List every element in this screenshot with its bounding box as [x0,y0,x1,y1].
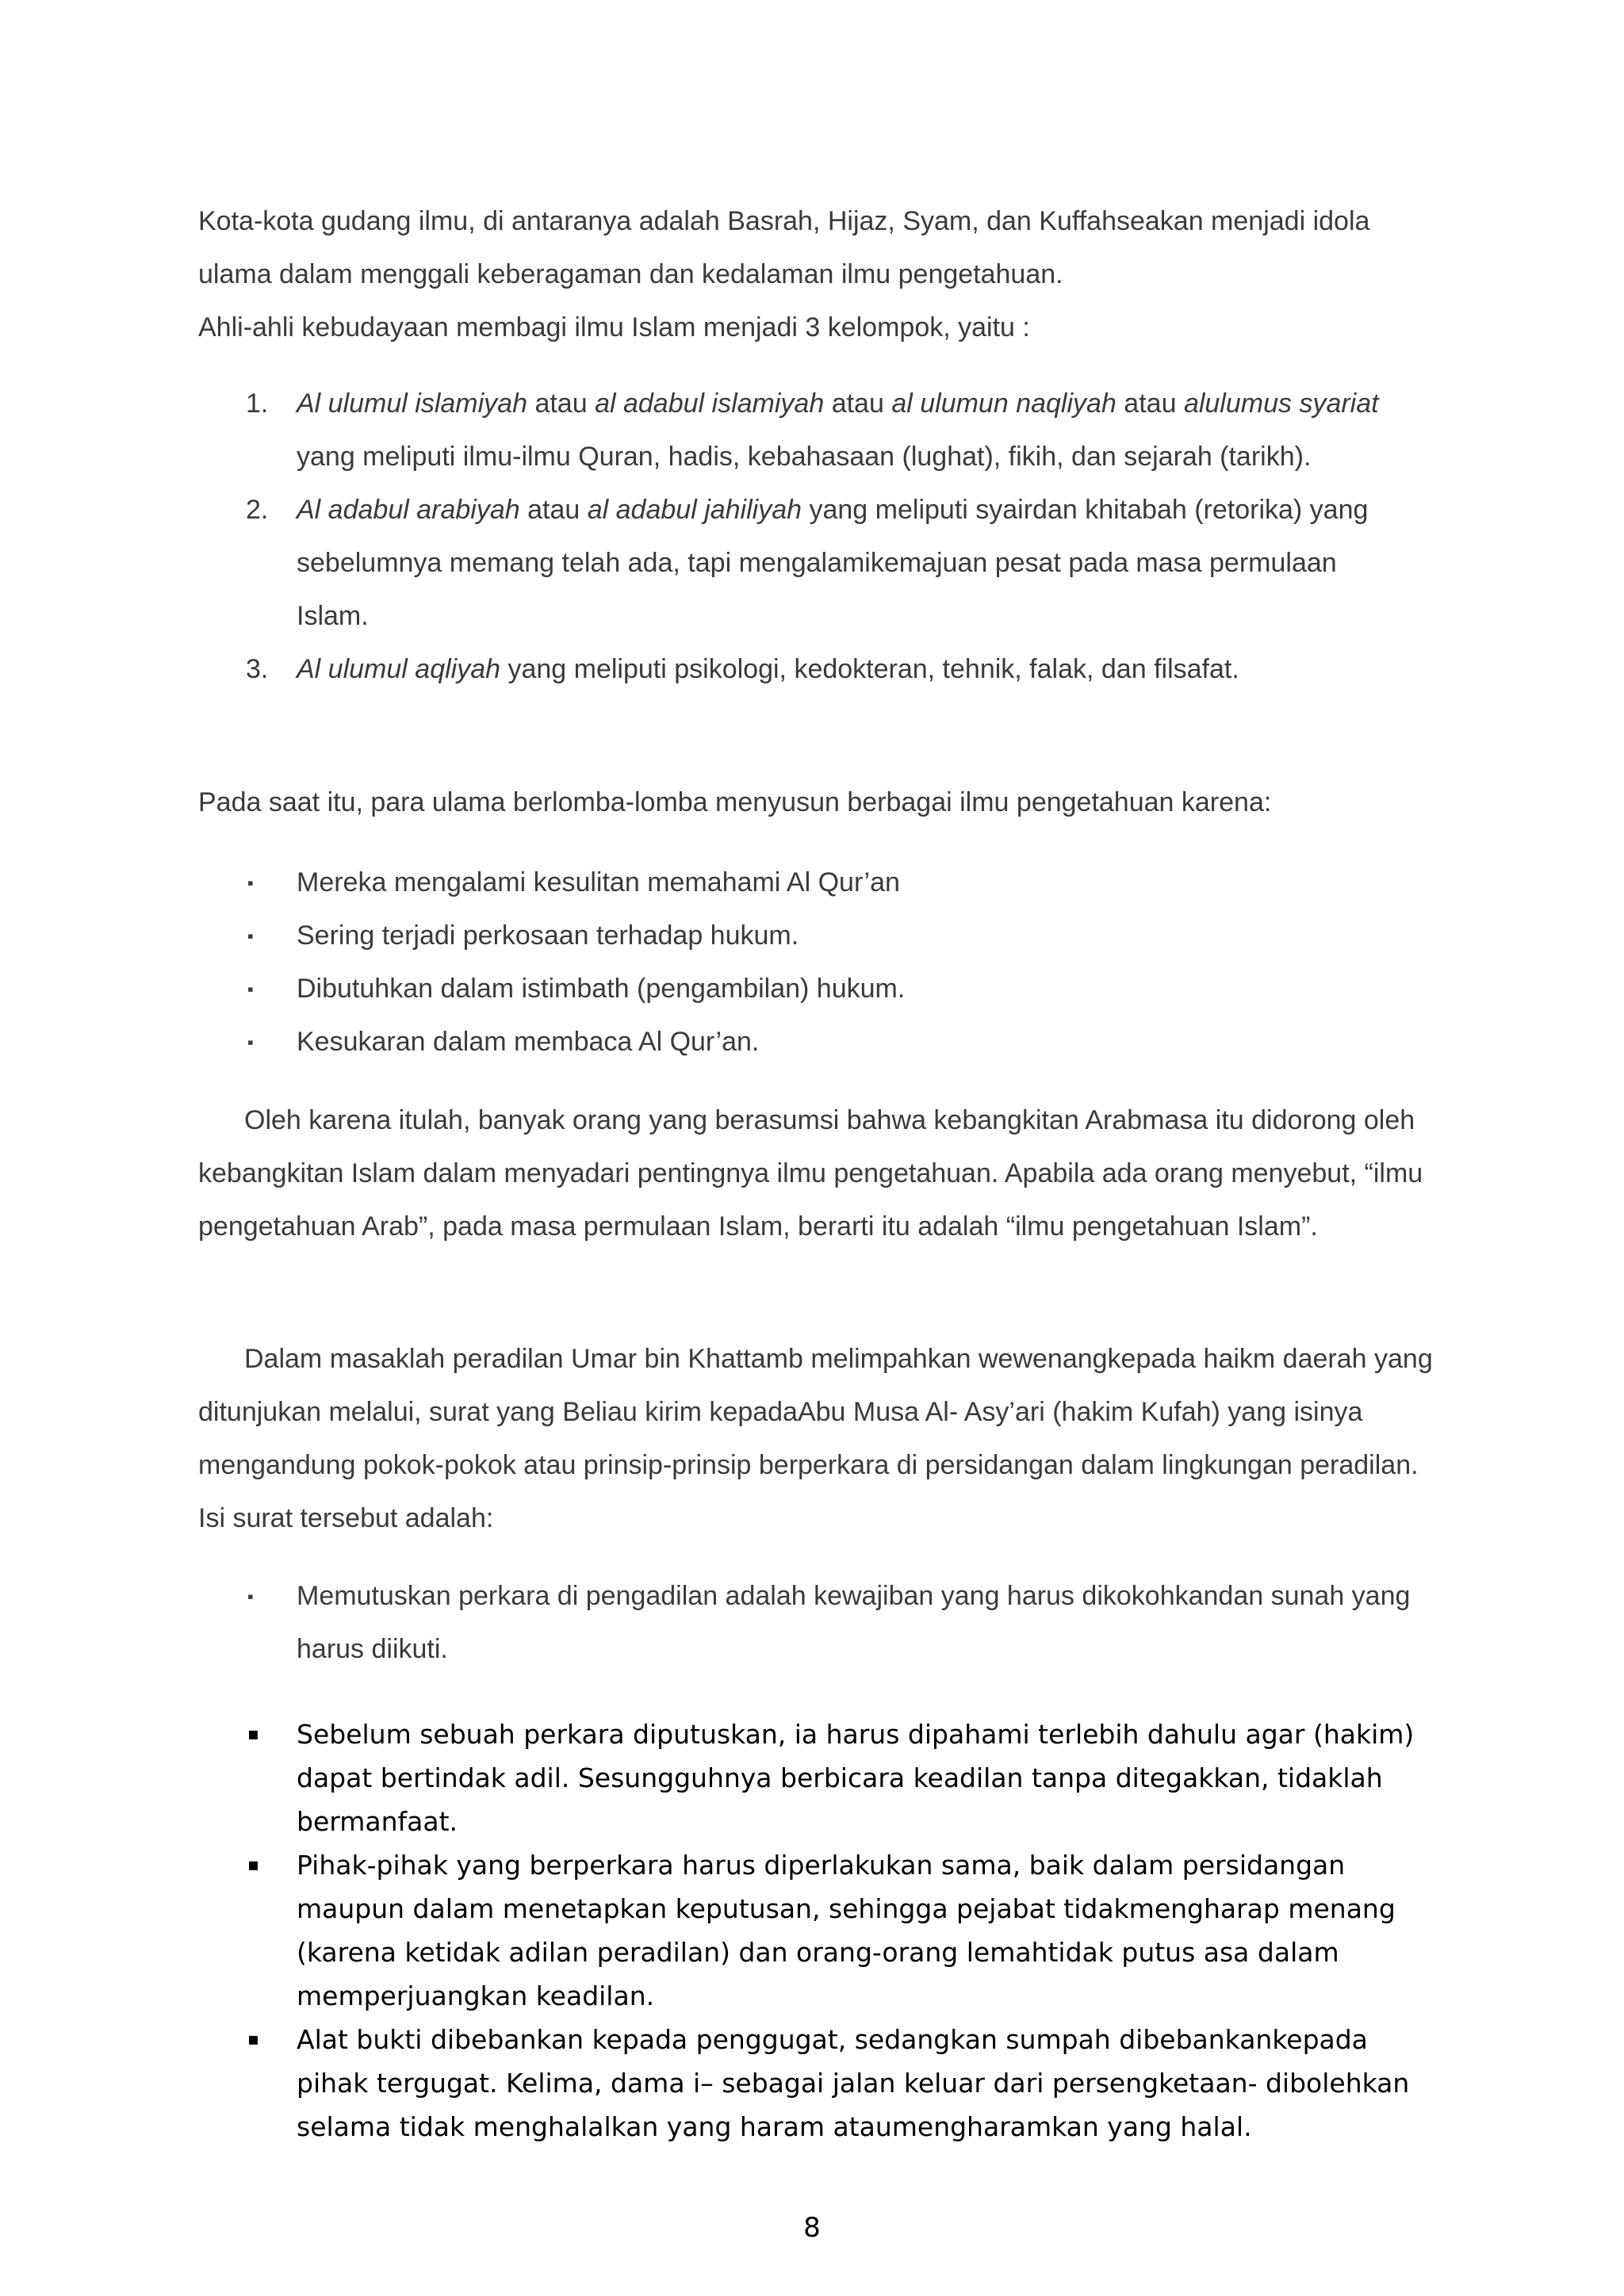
square-bullet-icon: ▪ [247,1855,259,1875]
square-bullet-icon: ▪ [247,1032,254,1052]
list-marker: 2. [246,495,269,525]
list-item [246,643,1388,696]
term-italic: al adabul islamiyah [595,388,825,419]
square-bullet-icon: ▪ [247,2030,259,2049]
paragraph-arab-knowledge: Oleh karena itulah, banyak orang yang berasumsi bahwa kebangkitan Arabmasa itu didorong oleh kebangkitan Islam dalam menyadari pentingnya ilmu pengetahuan. Apabila ada orang menyebut, “ilmu pengetahuan Arab”, pada masa permulaan Islam, berarti itu adalah “ilmu pengetahuan Islam”. [198,1105,1423,1242]
term-italic: al adabul jahiliyah [587,495,802,525]
list-text: Sebelum sebuah perkara diputuskan, ia harus dipahami terlebih dahulu agar (hakim) dapat bertindak adil. Sesungguhnya berbicara keadilan tanpa ditegakkan, tidaklah bermanfaat. [297,1719,1415,1837]
term-italic: Al ulumul islamiyah [297,388,527,419]
list-text: atau [824,388,892,419]
list-text: atau [1116,388,1184,419]
list-text: yang meliputi ilmu-ilmu Quran, hadis, kebahasaan (lughat), fikih, dan sejarah (tarikh). [297,442,1312,472]
list-text: Sering terjadi perkosaan terhadap hukum. [297,920,799,951]
list-item [246,1843,1419,2018]
list-item [246,962,1388,1016]
knowledge-groups-list [246,377,1388,696]
page-number: 8 [803,2212,821,2244]
list-text: Pihak-pihak yang berperkara harus diperlakukan sama, baik dalam persidangan maupun dalam menetapkan keputusan, sehingga pejabat tidakmengharap menang (karena ketidak adilan peradilan) dan orang-orang lemahtidak putus asa dalam memperjuangkan keadilan. [297,1850,1396,2011]
list-item [246,1016,1388,1069]
square-bullet-icon: ▪ [247,873,254,893]
reasons-list [246,856,1388,1069]
list-text: atau [527,388,596,419]
term-italic: Al adabul arabiyah [297,495,520,525]
list-item [246,1570,1419,1676]
list-marker: 1. [246,388,269,419]
square-bullet-icon: ▪ [247,926,254,946]
list-marker: 3. [246,654,269,684]
list-text: Mereka mengalami kesulitan memahami Al Qur’an [297,867,900,897]
term-italic: Al ulumul aqliyah [297,654,501,684]
list-text: yang meliputi syairdan khitabah (retorika) yang sebelumnya memang telah ada, tapi mengalamikemajuan pesat pada masa permulaan Islam. [297,495,1369,631]
list-item [246,909,1388,962]
term-italic: alulumus syariat [1183,388,1379,419]
list-text: Alat bukti dibebankan kepada penggugat, sedangkan sumpah dibebankankepada pihak tergugat. Kelima, dama i– sebagai jalan keluar dari persengketaan- dibolehkan selama tidak menghalalkan yang haram ataumengharamkan yang halal. [297,2024,1410,2142]
list-item [246,856,1388,909]
list-item [246,377,1388,484]
list-item [246,1712,1419,1843]
list-text: Kesukaran dalam membaca Al Qur’an. [297,1027,760,1057]
square-bullet-icon: ▪ [247,1724,259,1744]
list-item [246,484,1388,643]
intro-classification-line: Ahli-ahli kebudayaan membagi ilmu Islam menjadi 3 kelompok, yaitu : [198,312,1030,342]
list-text: yang meliputi psikologi, kedokteran, tehnik, falak, dan filsafat. [500,654,1239,684]
square-bullet-icon: ▪ [247,1586,254,1606]
paragraph-umar-judiciary: Dalam masaklah peradilan Umar bin Khattamb melimpahkan wewenangkepada haikm daerah yang ditunjukan melalui, surat yang Beliau kirim kepadaAbu Musa Al- Asy’ari (hakim Kufah) yang isinya mengandung pokok-pokok atau prinsip-prinsip berperkara di persidangan dalam lingkungan peradilan. Isi surat tersebut adalah: [198,1344,1433,1533]
list-text: Dibutuhkan dalam istimbath (pengambilan) hukum. [297,974,906,1004]
reasons-intro: Pada saat itu, para ulama berlomba-lomba menyusun berbagai ilmu pengetahuan karena: [198,787,1272,817]
intro-paragraph: Kota-kota gudang ilmu, di antaranya adalah Basrah, Hijaz, Syam, dan Kuffahseakan menjadi idola ulama dalam menggali keberagaman dan kedalaman ilmu pengetahuan. [198,206,1370,289]
square-bullet-icon: ▪ [247,979,254,999]
letter-first-point-list [246,1570,1419,1676]
letter-points-list [246,1712,1419,2149]
list-item [246,2018,1419,2149]
term-italic: al ulumun naqliyah [891,388,1116,419]
list-text: Memutuskan perkara di pengadilan adalah kewajiban yang harus dikokohkandan sunah yang harus diikuti. [297,1581,1411,1664]
list-text: atau [519,495,588,525]
